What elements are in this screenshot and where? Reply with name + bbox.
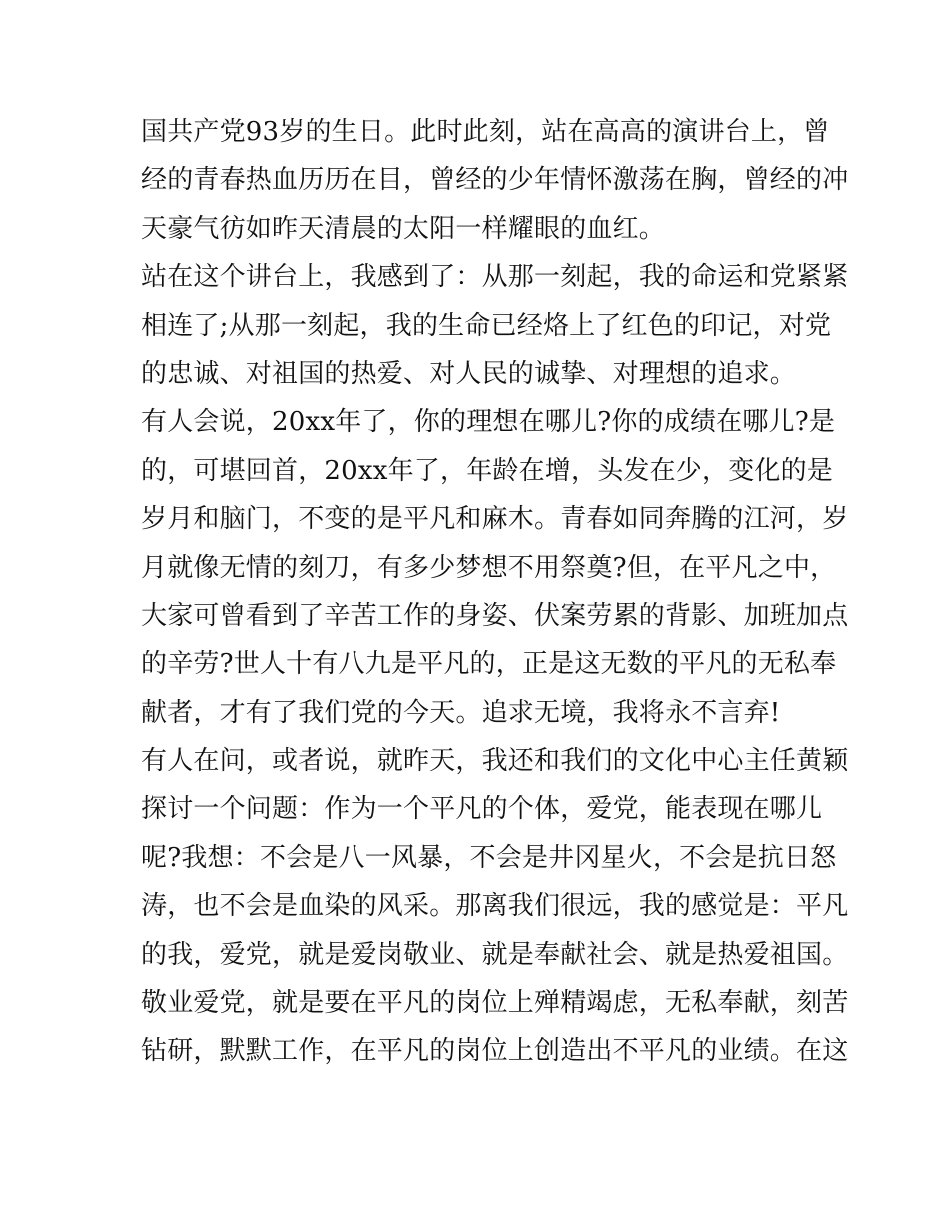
text-line: 国共产党93岁的生日。此时此刻，站在高高的演讲台上，曾	[141, 117, 830, 147]
text-line: 探讨一个问题：作为一个平凡的个体，爱党，能表现在哪儿	[141, 794, 823, 825]
text-line: 有人在问，或者说，就昨天，我还和我们的文化中心主任黄颖	[141, 746, 849, 777]
text-line: 呢?我想：不会是八一风暴，不会是井冈星火，不会是抗日怒	[141, 842, 837, 873]
text-line: 的辛劳?世人十有八九是平凡的，正是这无数的平凡的无私奉	[141, 649, 837, 680]
text-line: 的，可堪回首，20xx年了，年龄在增，头发在少，变化的是	[141, 455, 834, 486]
text-line: 有人会说，20xx年了，你的理想在哪儿?你的成绩在哪儿?是	[141, 407, 836, 438]
text-line: 站在这个讲台上，我感到了：从那一刻起，我的命运和党紧紧	[141, 262, 849, 293]
speech-text-body	[141, 108, 849, 1076]
text-line: 相连了;从那一刻起，我的生命已经烙上了红色的印记，对党	[141, 310, 832, 341]
text-line: 大家可曾看到了辛苦工作的身姿、伏案劳累的背影、加班加点	[141, 600, 849, 631]
text-line: 的我，爱党，就是爱岗敬业、就是奉献社会、就是热爱祖国。	[141, 939, 849, 970]
text-line: 献者，才有了我们党的今天。追求无境，我将永不言弃!	[141, 697, 781, 728]
text-line: 月就像无情的刻刀，有多少梦想不用祭奠?但，在平凡之中，	[141, 552, 837, 583]
text-line: 天豪气彷如昨天清晨的太阳一样耀眼的血红。	[141, 213, 666, 244]
text-line: 涛，也不会是血染的风采。那离我们很远，我的感觉是：平凡	[141, 891, 849, 922]
text-line: 敬业爱党，就是要在平凡的岗位上殚精竭虑，无私奉献，刻苦	[141, 988, 849, 1019]
text-line: 岁月和脑门，不变的是平凡和麻木。青春如同奔腾的江河，岁	[141, 504, 849, 535]
text-line: 经的青春热血历历在目，曾经的少年情怀激荡在胸，曾经的冲	[141, 165, 849, 196]
text-line: 钻研，默默工作，在平凡的岗位上创造出不平凡的业绩。在这	[141, 1036, 849, 1067]
text-line: 的忠诚、对祖国的热爱、对人民的诚挚、对理想的追求。	[141, 358, 797, 389]
